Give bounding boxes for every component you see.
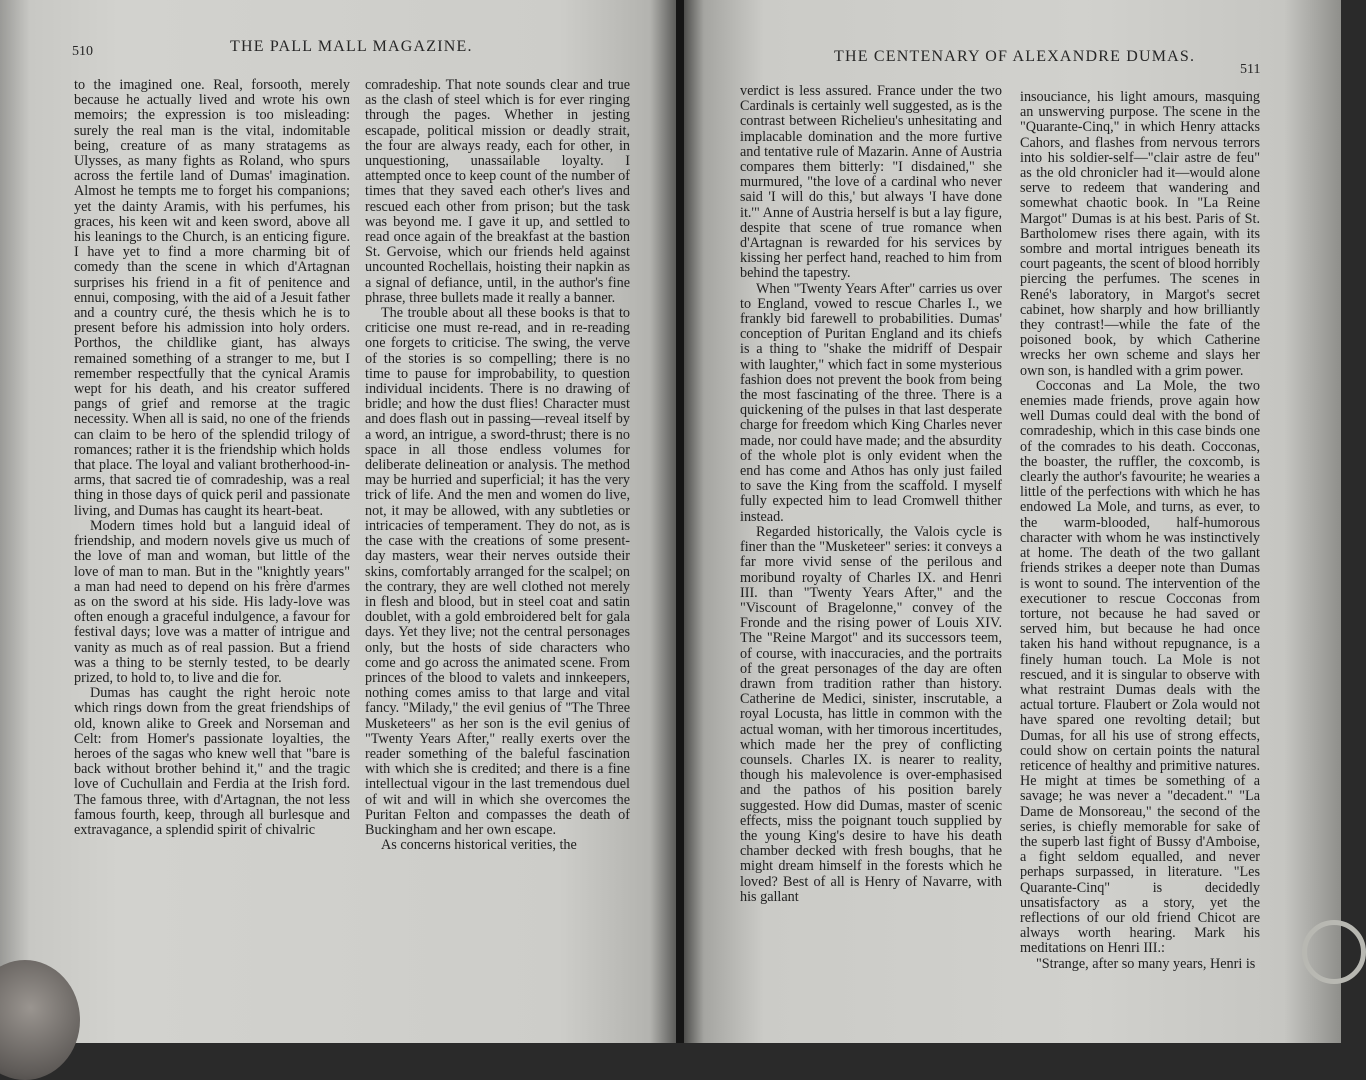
paragraph: Cocconas and La Mole, the two enemies made friends, prove again how well Dumas could deal with the bond of comradeship, which in this case binds one of the comrades to his death. Cocconas, the boaster, the ruffler, the coxcomb, is clearly the author's favourite; he wearies a little of the perfections with which he has endowed La Mole, and turns, as ever, to the warm-blooded, half-humorous character with whom he was instinctively at home. The death of the two gallant friends strikes a deeper note than Dumas is wont to sound. The intervention of the executioner to rescue Cocconas from torture, not because he had saved or served him, but because he had once taken his hand without repugnance, is a finely human touch. La Mole is not rescued, and it is singular to observe with what restraint Dumas deals with the actual torture. Flaubert or Zola would not have spared one revolting detail; but Dumas, for all his use of strong effects, could show on certain points the natural reticence of healthy and primitive natures. He might at times be something of a savage; he was never a "decadent." "La Dame de Monsoreau," the second of the series, is chiefly memorable for sake of the superb last fight of Bussy d'Amboise, a fight seldom equalled, and never perhaps surpassed, in literature. "Les Quarante-Cinq" is decidedly unsatisfactory as a story, yet the reflections of our old friend Chicot are always worth hearing. Mark his meditations on Henri III.:: [1020, 377, 1260, 957]
paragraph: insouciance, his light amours, masquing an unswerving purpose. The scene in the "Quarante-Cinq," in which Henry attacks Cahors, and flashes from nervous terrors into his soldier-self—"clair astre de feu" as the old chronicler had it—would alone serve to redeem that wandering and somewhat chaotic book. In "La Reine Margot" Dumas is at his best. Paris of St. Bartholomew rises there again, with its sombre and mortal intrigues beneath its court pageants, the scent of blood horribly piercing the perfumes. The scenes in René's laboratory, in Margot's secret cabinet, how sharply and how brilliantly they contrast!—while the fate of the poisoned book, by which Catherine wrecks her own scheme and slays her own son, is handled with a grim power.: [1020, 89, 1260, 379]
book-gutter: [676, 0, 684, 1043]
paragraph: "Strange, after so many years, Henri is: [1036, 955, 1256, 972]
running-head: THE CENTENARY OF ALEXANDRE DUMAS.: [834, 48, 1196, 65]
right-column-2: [1020, 89, 1260, 972]
paragraph: Regarded historically, the Valois cycle is finer than the "Musketeer" series: it conveys a far more vivid sense of the perilous and moribund royalty of Charles IX. and Henri III. than "Twenty Years After," and the "Viscount of Bragelonne," convey of the Fronde and the rising power of Louis XIV. The "Reine Margot" and its successors teem, of course, with inaccuracies, and the portraits of the great personages of the day are often drawn from tradition rather than history. Catherine de Medici, sinister, inscrutable, a royal Locusta, has little in common with the actual woman, with her timorous incertitudes, which made her the prey of conflicting counsels. Charles IX. is nearer to reality, though his malevolence is over-emphasised and the pathos of his position barely suggested. How did Dumas, master of scenic effects, miss the poignant touch supplied by the young King's desire to have his death chamber decked with fresh boughs, that he might dream himself in the forests which he loved? Best of all is Henry of Navarre, with his gallant: [740, 523, 1002, 905]
paragraph: Dumas has caught the right heroic note which rings down from the great friendships of old, known alike to Greek and Norseman and Celt: from Homer's passionate loyalties, the heroes of the sagas who knew well that "bare is back without brother behind it," and the tragic love of Cuchullain and Ferdia at the Irish ford. The famous three, with d'Artagnan, the not less famous fourth, keep, through all burlesque and extravagance, a splendid spirit of chivalric: [74, 685, 350, 838]
right-page: [684, 0, 1341, 1043]
right-column-1: [740, 84, 1002, 984]
running-head: THE PALL MALL MAGAZINE.: [230, 38, 473, 55]
left-page: [0, 0, 676, 1043]
paragraph: verdict is less assured. France under the two Cardinals is certainly well suggested, as is the contrast between Richelieu's unhesitating and implacable domination and the more furtive and tentative rule of Mazarin. Anne of Austria compares them bitterly: "I disdained," she murmured, "the love of a cardinal who never said 'I will do this,' but always 'I have done it.'" Anne of Austria herself is but a lay figure, despite that scene of true romance when d'Artagnan is rewarded for his services by kissing her perfect hand, reached to him from behind the tapestry.: [740, 83, 1002, 282]
paragraph: As concerns historical verities, the: [381, 837, 577, 854]
page-number: 510: [72, 44, 93, 59]
paragraph: to the imagined one. Real, forsooth, merely because he actually lived and wrote his own memoirs; the expression is too misleading: surely the real man is the vital, indomitable being, creature of as many stratagems as Ulysses, as many fights as Roland, who spurs across the fertile land of Dumas' imagination. Almost he tempts me to forget his companions; yet the dainty Aramis, with his perfumes, his graces, his keen wit and keen sword, above all his leanings to the Church, is an enticing figure. I have yet to find a more charming bit of comedy than the scene in which d'Artagnan surprises his friend in a fit of penitence and ennui, composing, with the aid of a Jesuit father and a country curé, the thesis which he is to present before his admission into holy orders. Porthos, the childlike giant, has always remained something of a stranger to me, but I remember respectfully that the cynical Aramis wept for his death, and his creator suffered pangs of grief and remorse at the tragic necessity. When all is said, no one of the friends can claim to be hero of the splendid trilogy of romances; rather it is the friendship which holds that place. The loyal and valiant brotherhood-in-arms, that sacred tie of comradeship, was a real thing in those days of quick peril and passionate living, and Dumas has caught its heart-beat.: [74, 77, 350, 519]
left-column-2: [365, 78, 630, 998]
paragraph: Modern times hold but a languid ideal of friendship, and modern novels give us much of the love of man and woman, but little of the love of man to man. But in the "knightly years" a man had need to depend on his frère d'armes as on the sword at his side. His lady-love was often enough a graceful indulgence, a favour for festival days; love was a matter of intrigue and vanity as much as of real passion. But a friend was a thing to be sternly tested, to be dearly prized, to hold to, to live and die for.: [74, 517, 350, 686]
paragraph: comradeship. That note sounds clear and true as the clash of steel which is for ever ringing through the pages. Whether in jesting escapade, political mission or deadly strait, the four are always ready, each for other, in unquestioning, unassailable loyalty. I attempted once to keep count of the number of times that they saved each other's lives and rescued each other from prison; but the task was beyond me. I gave it up, and settled to read once again of the breakfast at the bastion St. Gervoise, which our friends held against uncounted Rochellais, hoisting their napkin as a signal of defiance, until, in the author's fine phrase, three bullets made it really a banner.: [365, 77, 630, 306]
paragraph: The trouble about all these books is that to criticise one must re-read, and in re-reading one forgets to criticise. The swing, the verve of the stories is so compelling; there is no time to pause for improbability, to question individual incidents. There is no drawing of bridle; and how the dust flies! Character must and does flash out in passing—reveal itself by a word, an intrigue, a sword-thrust; there is no space in all those endless volumes for deliberate delineation or analysis. The method may be hurried and superficial; it has the very trick of life. And the men and women do live, not, it may be allowed, with any subtleties or intricacies of temperament. They do not, as is the case with the creations of some present-day masters, wear their nerves outside their skins, comfortably arranged for the scalpel; on the contrary, they are well clothed not merely in flesh and blood, but in steel coat and satin doublet, with a gold embroidered belt for gala days. Yet they live; not the central personages only, but the hosts of side characters who come and go across the animated scene. From princes of the blood to valets and innkeepers, nothing comes amiss to that large and vital fancy. "Milady," the evil genius of "The Three Musketeers" as her son is the evil genius of "Twenty Years After," really exerts over the reader something of the baleful fascination with which she is credited; and there is a fine intellectual vigour in the last tremendous duel of wit and will in which she overcomes the Puritan Felton and compasses the death of Buckingham and her own escape.: [365, 305, 630, 838]
page-number: 511: [1240, 62, 1261, 77]
paragraph: When "Twenty Years After" carries us over to England, vowed to rescue Charles I., we frankly bid farewell to probabilities. Dumas' conception of Puritan England and its chiefs is a thing to "shake the midriff of Despair with laughter," which fact in some mysterious fashion does not prevent the book from being the most fascinating of the three. There is a quickening of the pulses in that last desperate charge for freedom which King Charles never made, nor could have made; and the absurdity of the whole plot is only evident when the end has come and Athos has only just failed to save the King from the scaffold. I myself fully expected him to lead Cromwell thither instead.: [740, 280, 1002, 525]
left-column-1: [74, 78, 350, 998]
binder-ring: [1302, 920, 1366, 984]
